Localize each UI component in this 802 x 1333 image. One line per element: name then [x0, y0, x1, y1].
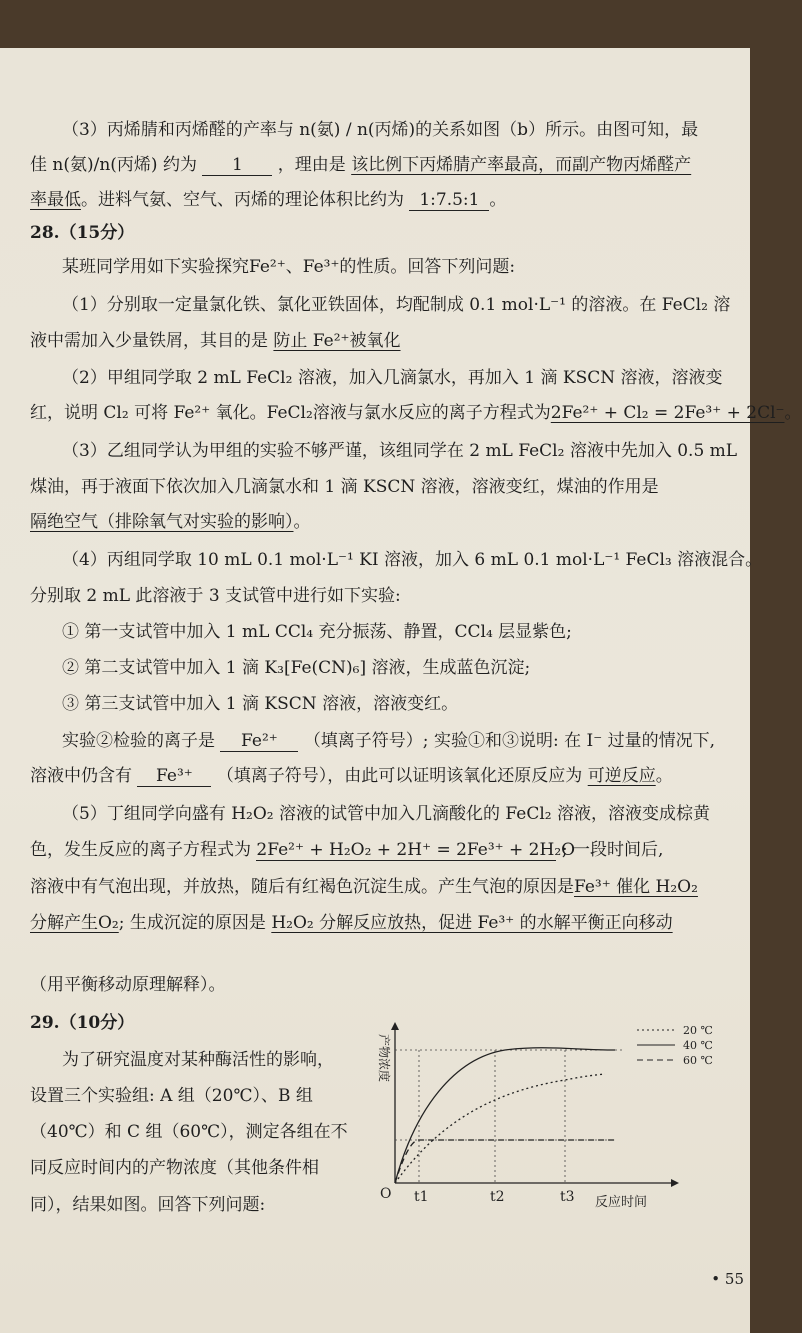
series-line — [395, 1140, 615, 1183]
q29-line2: 设置三个实验组: A 组（20℃）、B 组 — [30, 1086, 313, 1106]
chart-ylabel: 产物浓度 — [377, 1034, 391, 1083]
chart-origin-label: O — [380, 1186, 392, 1202]
answer-blank: 1:7.5:1 — [409, 190, 489, 211]
q29-line3: （40℃）和 C 组（60℃），测定各组在不 — [30, 1122, 348, 1142]
q28-2-line1: （2）甲组同学取 2 mL FeCl₂ 溶液，加入几滴氯水，再加入 1 滴 KSCN 溶液，溶液变 — [62, 368, 723, 388]
legend-label: 40 ℃ — [683, 1039, 713, 1052]
chart-axes — [391, 1022, 679, 1187]
x-tick-label: t1 — [414, 1189, 429, 1205]
answer-text: 隔绝空气（排除氧气对实验的影响） — [30, 512, 294, 532]
q28-3-line3: 隔绝空气（排除氧气对实验的影响）。 — [30, 512, 311, 532]
series-line — [395, 1074, 605, 1183]
q28-5-line3: 溶液中有气泡出现，并放热，随后有红褐色沉淀生成。产生气泡的原因是Fe³⁺ 催化 H₂O₂ — [30, 877, 698, 897]
x-tick-label: t3 — [560, 1189, 575, 1205]
experiment-3: ③ 第三支试管中加入 1 滴 KSCN 溶液，溶液变红。 — [62, 694, 459, 714]
chart-legend — [637, 1024, 713, 1067]
answer-text: 该比例下丙烯腈产率最高，而副产物丙烯醛产 — [351, 155, 692, 175]
q28-4-line4: 溶液中仍含有 Fe³⁺ （填离子符号），由此可以证明该氧化还原反应为 可逆反应。 — [30, 766, 673, 786]
legend-label: 60 ℃ — [683, 1054, 713, 1067]
textbook-page — [0, 48, 802, 1333]
answer-text: Fe³⁺ 催化 H₂O₂ — [574, 877, 698, 897]
q28-5-line4: 分解产生O₂; 生成沉淀的原因是 H₂O₂ 分解反应放热，促进 Fe³⁺ 的水解平衡正向移动 — [30, 913, 673, 933]
experiment-1: ① 第一支试管中加入 1 mL CCl₄ 充分振荡、静置，CCl₄ 层显紫色; — [62, 622, 572, 642]
legend-label: 20 ℃ — [683, 1024, 713, 1037]
answer-blank: 1 — [202, 155, 272, 176]
q28-heading: 28.（15分） — [30, 223, 135, 243]
enzyme-activity-chart — [375, 1018, 735, 1218]
x-tick-label: t2 — [490, 1189, 505, 1205]
q28-4-line2: 分别取 2 mL 此溶液于 3 支试管中进行如下实验: — [30, 586, 401, 606]
answer-blank: 2Fe²⁺ + H₂O₂ + 2H⁺ = 2Fe³⁺ + 2H₂O — [256, 840, 576, 860]
answer-blank: Fe²⁺ — [220, 731, 298, 752]
q29-line4: 同反应时间内的产物浓度（其他条件相 — [30, 1158, 319, 1178]
q28-3-line2: 煤油，再于液面下依次加入几滴氯水和 1 滴 KSCN 溶液，溶液变红，煤油的作用是 — [30, 477, 659, 497]
answer-text: 2Fe²⁺ + Cl₂ = 2Fe³⁺ + 2Cl⁻ — [550, 403, 785, 423]
q28-5-line1: （5）丁组同学向盛有 H₂O₂ 溶液的试管中加入几滴酸化的 FeCl₂ 溶液，溶液变成棕黄 — [62, 804, 711, 824]
answer-text: 防止 Fe²⁺被氧化 — [273, 331, 401, 351]
series-line — [395, 1048, 615, 1183]
q27-3-line2: 佳 n(氨)/n(丙烯) 约为 1 ，理由是 该比例下丙烯腈产率最高，而副产物丙烯醛产 — [30, 155, 692, 175]
q28-3-line1: （3）乙组同学认为甲组的实验不够严谨，该组同学在 2 mL FeCl₂ 溶液中先加入 0.5 mL — [62, 441, 738, 461]
chart-plot-area — [395, 1048, 625, 1183]
answer-text: 可逆反应 — [587, 766, 656, 786]
q28-1-line2: 液中需加入少量铁屑，其目的是 防止 Fe²⁺被氧化 — [30, 331, 401, 351]
page-number: • 55 — [711, 1270, 744, 1288]
q27-3-line3: 率最低。进料气氨、空气、丙烯的理论体积比约为 1:7.5:1 。 — [30, 190, 507, 210]
q28-1-line1: （1）分别取一定量氯化铁、氯化亚铁固体，均配制成 0.1 mol·L⁻¹ 的溶液。在 FeCl₂ 溶 — [62, 295, 731, 315]
q28-4-line1: （4）丙组同学取 10 mL 0.1 mol·L⁻¹ KI 溶液，加入 6 mL 0.1 mol·L⁻¹ FeCl₃ 溶液混合。 — [62, 550, 763, 570]
answer-blank: Fe³⁺ — [137, 766, 211, 787]
chart-x-ticks — [414, 1189, 575, 1205]
q29-heading: 29.（10分） — [30, 1013, 135, 1033]
q28-5-line2: 色，发生反应的离子方程式为 2Fe²⁺ + H₂O₂ + 2H⁺ = 2Fe³⁺ + 2H₂O ; 一段时间后, — [30, 840, 664, 860]
experiment-2: ② 第二支试管中加入 1 滴 K₃[Fe(CN)₆] 溶液，生成蓝色沉淀; — [62, 658, 531, 678]
chart-xlabel: 反应时间 — [595, 1195, 648, 1210]
answer-text: 分解产生O₂ — [30, 913, 119, 933]
q28-4-line3: 实验②检验的离子是 Fe²⁺ （填离子符号）; 实验①和③说明: 在 I⁻ 过量的情况下, — [62, 731, 715, 751]
q29-line1: 为了研究温度对某种酶活性的影响， — [62, 1050, 334, 1070]
answer-text: H₂O₂ 分解反应放热，促进 Fe³⁺ 的水解平衡正向移动 — [271, 913, 673, 933]
q28-2-line2: 红，说明 Cl₂ 可将 Fe²⁺ 氧化。FeCl₂溶液与氯水反应的离子方程式为2Fe²⁺ + Cl₂ = 2Fe³⁺ + 2Cl⁻。 — [30, 403, 802, 423]
q28-intro: 某班同学用如下实验探究Fe²⁺、Fe³⁺的性质。回答下列问题: — [62, 257, 516, 277]
q29-line5: 同），结果如图。回答下列问题: — [30, 1195, 266, 1215]
q28-5-line5: （用平衡移动原理解释）。 — [30, 975, 226, 995]
q27-3-line1: （3）丙烯腈和丙烯醛的产率与 n(氨) / n(丙烯)的关系如图（b）所示。由图可知，最 — [62, 120, 699, 140]
